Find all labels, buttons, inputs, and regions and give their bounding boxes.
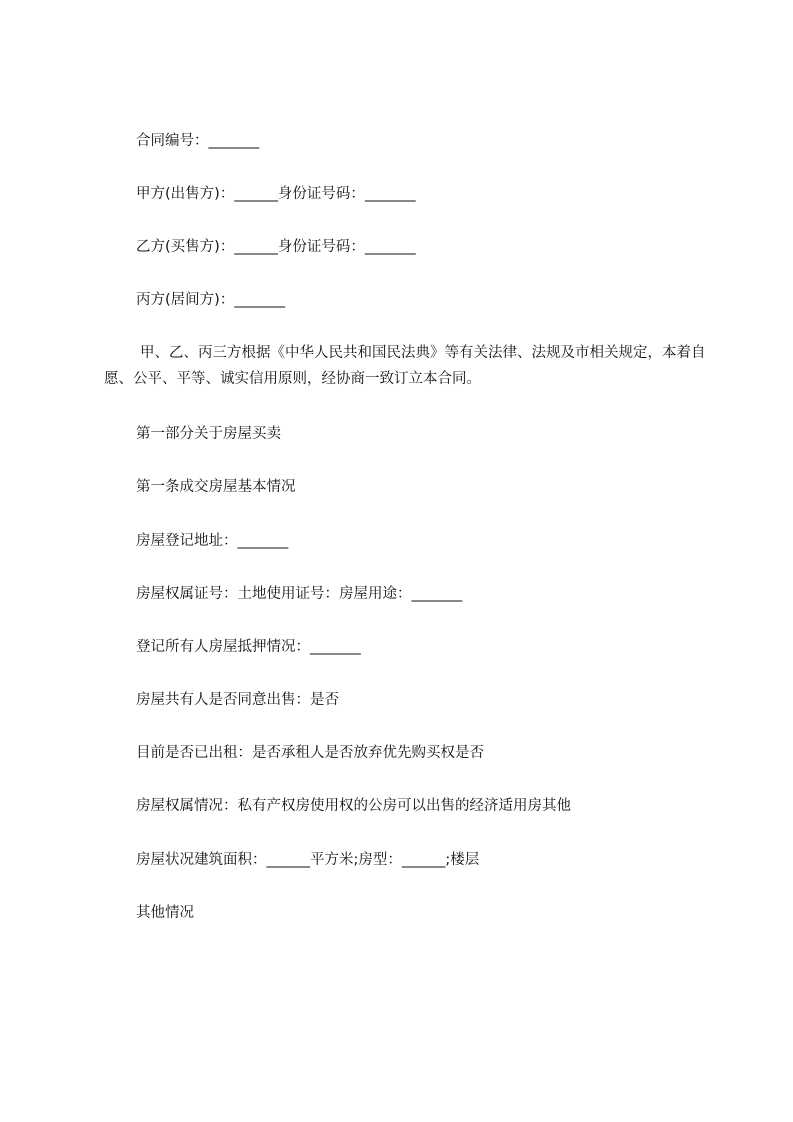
party-c-line: 丙方(居间方)：_______ <box>136 292 286 308</box>
contract-number-line: 合同编号：_______ <box>136 133 260 149</box>
co-owner-line: 房屋共有人是否同意出售：是否 <box>136 692 339 708</box>
party-b-line: 乙方(买售方)：______身份证号码：_______ <box>136 239 416 255</box>
intro-paragraph-text: 甲、乙、丙三方根据《中华人民共和国民法典》等有关法律、法规及市相关规定，本着自愿、公平、平等、诚实信用原则，经协商一致订立本合同。 <box>104 345 706 387</box>
mortgage-line: 登记所有人房屋抵押情况：_______ <box>136 639 361 655</box>
house-condition-line: 房屋状况建筑面积：______平方米;房型：______;楼层 <box>136 852 480 868</box>
article-one-heading: 第一条成交房屋基本情况 <box>136 479 296 495</box>
ownership-certificate-line: 房屋权属证号：土地使用证号：房屋用途：_______ <box>136 586 463 602</box>
party-a-line: 甲方(出售方)：______身份证号码：_______ <box>136 186 416 202</box>
rental-status-line: 目前是否已出租：是否承租人是否放弃优先购买权是否 <box>136 745 484 761</box>
intro-paragraph <box>104 340 724 392</box>
ownership-type-line: 房屋权属情况：私有产权房使用权的公房可以出售的经济适用房其他 <box>136 798 571 814</box>
house-address-line: 房屋登记地址：_______ <box>136 533 289 549</box>
other-conditions-line: 其他情况 <box>136 905 194 921</box>
part-one-heading: 第一部分关于房屋买卖 <box>136 426 281 442</box>
